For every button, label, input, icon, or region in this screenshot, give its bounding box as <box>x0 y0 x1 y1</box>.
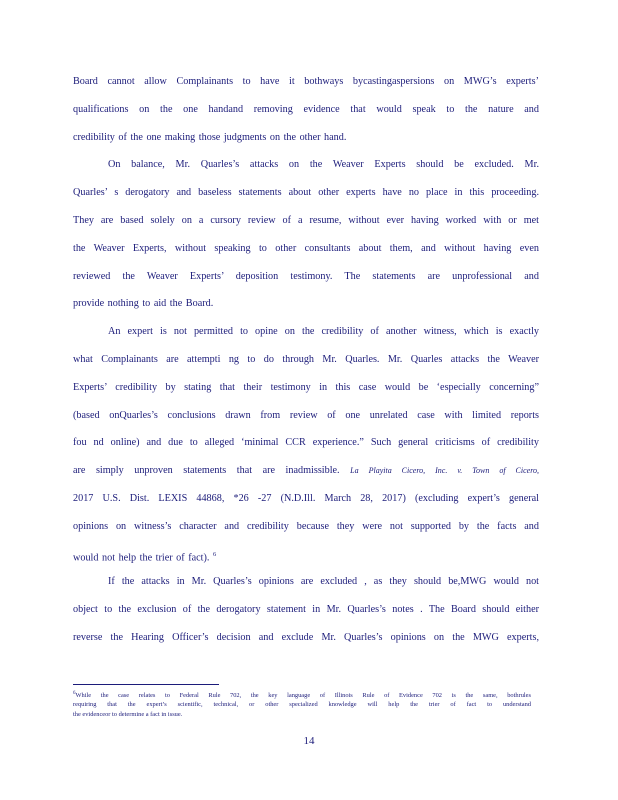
footnote-text: requiring that the expert’s scientific, technical, or other specialized knowledge will help the trier of fact to understand <box>73 700 531 708</box>
body-line-text: Quarles’ s derogatory and baseless statements about other experts have no place in this proceeding. <box>73 187 539 199</box>
paragraph-first-line <box>73 151 539 179</box>
body-line-text: If the attacks in Mr. Quarles’s opinions are excluded , as they should be,MWG would not <box>108 576 539 588</box>
body-line <box>73 124 539 152</box>
body-line-text: provide nothing to aid the Board. <box>73 298 214 310</box>
body-line <box>73 263 539 291</box>
body-line-text: reviewed the Weaver Experts’ deposition testimony. The statements are unprofessional and <box>73 270 539 282</box>
body-line-text: would not help the trier of fact). <box>73 551 210 563</box>
body-line <box>73 429 539 457</box>
body-line-text: 2017 U.S. Dist. LEXIS 44868, *26 -27 (N.D.Ill. March 28, 2017) (excluding expert’s general <box>73 492 539 504</box>
body-line-text: what Complainants are attempti ng to do through Mr. Quarles. Mr. Quarles attacks the Weaver <box>73 353 539 365</box>
body-line <box>73 207 539 235</box>
footnote-line <box>73 689 531 700</box>
body-line-text: are simply unproven statements that are inadmissible. <box>73 465 340 477</box>
body-line <box>73 235 539 263</box>
footnote <box>73 689 531 721</box>
body-line <box>73 374 539 402</box>
body-line-text: An expert is not permitted to opine on the credibility of another witness, which is exactly <box>108 326 539 338</box>
body-line <box>73 68 539 96</box>
body-line-text: reverse the Hearing Officer’s decision and exclude Mr. Quarles’s opinions on the MWG experts, <box>73 631 539 643</box>
page-number: 14 <box>303 735 315 747</box>
body-line <box>73 485 539 513</box>
body-line <box>73 402 539 430</box>
footnote-text: the evidenceor to determine a fact in issue. <box>73 711 183 718</box>
footnote-marker: 6 <box>73 691 76 696</box>
case-citation: La Playita Cicero, Inc. v. Town of Cicero, <box>350 466 540 476</box>
body-text <box>73 68 539 652</box>
footnote-text: While the case relates to Federal Rule 702, the key language of Illinois Rule of Evidence 702 is the same, bothrules <box>75 692 531 700</box>
body-line-text: qualifications on the one handand removing evidence that would speak to the nature and <box>73 103 539 115</box>
body-line <box>73 179 539 207</box>
body-line <box>73 290 539 318</box>
body-line <box>73 346 539 374</box>
body-line-text: (based onQuarles’s conclusions drawn from review of one unrelated case with limited reports <box>73 409 539 421</box>
paragraph-first-line <box>73 568 539 596</box>
body-line-text: fou nd online) and due to alleged ‘minimal CCR experience.” Such general criticisms of credibility <box>73 437 539 449</box>
body-line-text: Experts’ credibility by stating that their testimony in this case would be ‘especially concerning” <box>73 381 539 393</box>
body-line <box>73 596 539 624</box>
body-line-text: the Weaver Experts, without speaking to other consultants about them, and without having even <box>73 242 539 254</box>
footnote-line <box>73 710 531 721</box>
body-line <box>73 541 539 569</box>
footnote-separator <box>73 684 219 685</box>
body-line-text: On balance, Mr. Quarles’s attacks on the Weaver Experts should be excluded. Mr. <box>108 159 539 171</box>
footnote-reference[interactable]: 6 <box>212 550 217 558</box>
body-line-text: opinions on witness’s character and credibility because they were not supported by the facts and <box>73 520 539 532</box>
footnote-line <box>73 700 531 711</box>
body-line-text: They are based solely on a cursory review of a resume, without ever having worked with or met <box>73 214 539 226</box>
body-line-text: Board cannot allow Complainants to have it bothways bycastingaspersions on MWG’s experts’ <box>73 76 539 87</box>
body-line-text: credibility of the one making those judgments on the other hand. <box>73 131 347 143</box>
body-line <box>73 457 539 485</box>
body-line <box>73 624 539 652</box>
body-line-text: object to the exclusion of the derogatory statement in Mr. Quarles’s notes . The Board should either <box>73 604 539 616</box>
paragraph-first-line <box>73 318 539 346</box>
body-line <box>73 96 539 124</box>
body-line <box>73 513 539 541</box>
